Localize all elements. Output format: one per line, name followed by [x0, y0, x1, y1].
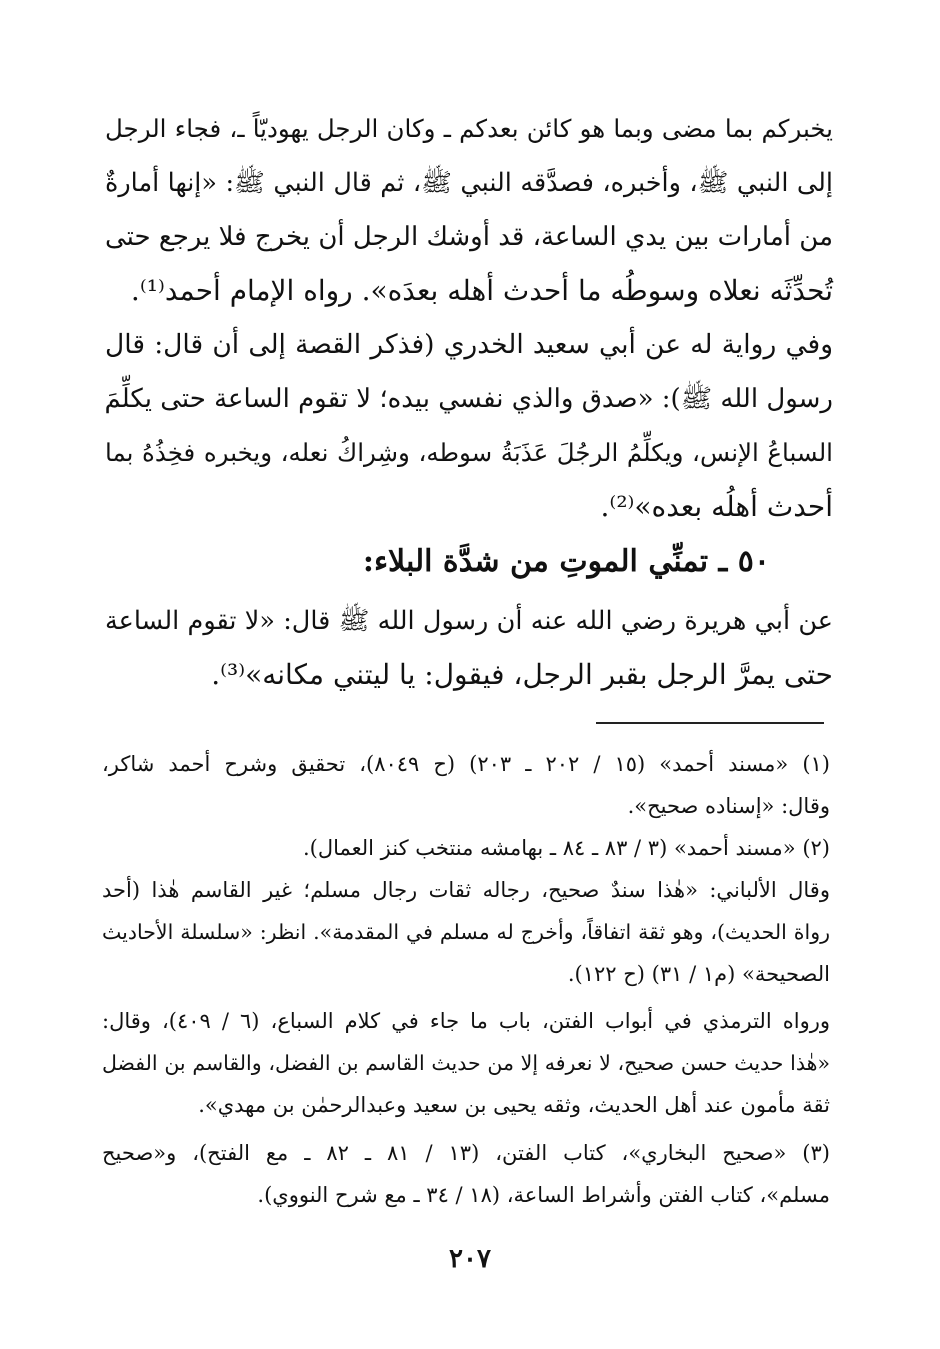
footnote-line-1: (١) «مسند أحمد» (١٥ / ٢٠٢ ـ ٢٠٣) (ح ٨٠٤٩)، تحقيق وشرح أحمد شاكر، [102, 752, 830, 776]
main-text-line-3: من أمارات بين يدي الساعة، قد أوشك الرجل أن يخرج فلا يرجع حتى [105, 222, 833, 252]
page-number: ٢٠٧ [449, 1244, 491, 1274]
footnote-separator [596, 722, 824, 724]
main-text-line-7: السباعُ الإنس، ويكلِّمُ الرجُلَ عَذَبَةُ سوطه، وشِراكُ نعله، ويخبره فخِذُهُ بما [105, 438, 833, 467]
footnote-line-11: مسلم»، كتاب الفتن وأشراط الساعة، (١٨ / ٣٤ ـ مع شرح النووي). [257, 1183, 830, 1207]
main-text-line-10: حتى يمرَّ الرجل بقبر الرجل، فيقول: يا ليتني مكانه»⁽³⁾. [211, 658, 833, 691]
footnote-line-4: وقال الألباني: «هٰذا سندٌ صحيح، رجاله ثقات رجال مسلم؛ غير القاسم هٰذا (أحد [102, 878, 830, 902]
main-text-line-6: رسول الله ﷺ): «صدق والذي نفسي بيده؛ لا تقوم الساعة حتى يكلِّمَ [104, 384, 833, 414]
footnote-line-8: «هٰذا حديث حسن صحيح، لا نعرفه إلا من حديث القاسم بن الفضل، والقاسم بن الفضل [102, 1051, 830, 1075]
footnote-line-9: ثقة مأمون عند أهل الحديث، وثقه يحيى بن سعيد وعبدالرحمٰن بن مهدي». [198, 1093, 830, 1117]
footnote-line-5: رواة الحديث)، وهو ثقة اتفاقاً، وأخرج له مسلم في المقدمة». انظر: «سلسلة الأحاديث [102, 920, 830, 944]
section-heading: ٥٠ ـ تمنِّي الموتِ من شدَّة البلاء: [362, 544, 770, 579]
main-text-line-2: إلى النبي ﷺ، وأخبره، فصدَّقه النبي ﷺ، ثم قال النبي ﷺ: «إنها أمارةٌ [105, 168, 833, 198]
footnote-line-6: الصحيحة» (م١ / ٣١) (ح ١٢٢). [567, 962, 830, 986]
main-text-line-9: عن أبي هريرة رضي الله عنه أن رسول الله ﷺ قال: «لا تقوم الساعة [105, 606, 833, 636]
main-text-line-1: يخبركم بما مضى وبما هو كائن بعدكم ـ وكان الرجل يهوديّاً ـ، فجاء الرجل [105, 114, 833, 143]
footnote-line-3: (٢) «مسند أحمد» (٣ / ٨٣ ـ ٨٤ ـ بهامشه منتخب كنز العمال). [302, 836, 830, 860]
footnote-line-10: (٣) «صحيح البخاري»، كتاب الفتن، (١٣ / ٨١ ـ ٨٢ ـ مع الفتح)، و«صحيح [102, 1141, 830, 1165]
footnote-line-2: وقال: «إسناده صحيح». [627, 794, 830, 818]
main-text-line-8: أحدث أهلُه بعده»⁽²⁾. [600, 490, 833, 523]
main-text-line-4: تُحدِّثَه نعلاه وسوطُه ما أحدث أهله بعدَه». رواه الإمام أحمد⁽¹⁾. [130, 274, 833, 307]
footnote-line-7: ورواه الترمذي في أبواب الفتن، باب ما جاء في كلام السباع، (٦ / ٤٠٩)، وقال: [102, 1009, 830, 1033]
main-text-line-5: وفي رواية له عن أبي سعيد الخدري (فذكر القصة إلى أن قال: قال [105, 329, 833, 360]
